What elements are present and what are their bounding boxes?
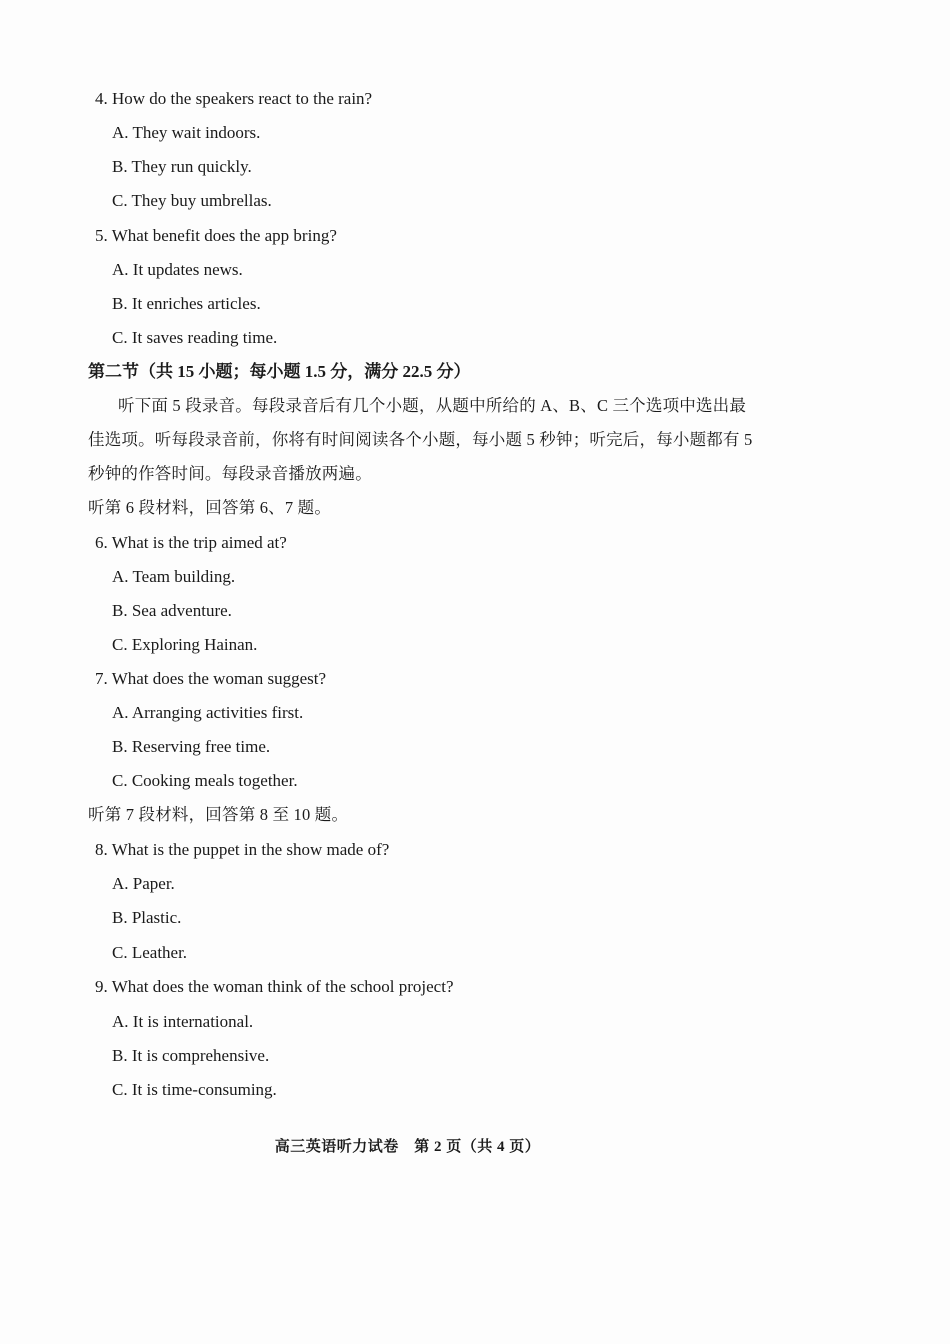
question-6-option-b: B. Sea adventure. [112,601,232,620]
question-4-option-c: C. They buy umbrellas. [112,191,272,210]
question-5-option-a: A. It updates news. [112,260,243,279]
question-8-option-a: A. Paper. [112,874,175,893]
question-9-option-a: A. It is international. [112,1012,254,1031]
question-9-option-c: C. It is time-consuming. [112,1080,277,1099]
question-7-stem: 7. What does the woman suggest? [95,669,327,688]
section-heading: 第二节（共 15 小题；每小题 1.5 分，满分 22.5 分） [88,362,471,381]
question-7-option-b: B. Reserving free time. [112,737,271,756]
question-5-option-b: B. It enriches articles. [112,294,261,313]
question-5-option-c: C. It saves reading time. [112,328,278,347]
instructions-line-3: 秒钟的作答时间。每段录音播放两遍。 [88,464,372,483]
question-8-option-c: C. Leather. [112,943,188,962]
question-7-option-c: C. Cooking meals together. [112,771,298,790]
instructions-line-2: 佳选项。听每段录音前，你将有时间阅读各个小题，每小题 5 秒钟；听完后，每小题都有 5 [88,430,753,449]
question-9-option-b: B. It is comprehensive. [112,1046,270,1065]
question-8-option-b: B. Plastic. [112,908,182,927]
question-4-option-b: B. They run quickly. [112,157,252,176]
question-8-stem: 8. What is the puppet in the show made of? [95,840,390,859]
question-4-option-a: A. They wait indoors. [112,123,261,142]
material-7-label: 听第 7 段材料，回答第 8 至 10 题。 [88,805,349,824]
question-6-stem: 6. What is the trip aimed at? [95,533,287,552]
question-6-option-c: C. Exploring Hainan. [112,635,258,654]
material-6-label: 听第 6 段材料，回答第 6、7 题。 [88,498,332,517]
instructions-line-1: 听下面 5 段录音。每段录音后有几个小题，从题中所给的 A、B、C 三个选项中选出最 [118,396,747,415]
question-5-stem: 5. What benefit does the app bring? [95,226,337,245]
question-6-option-a: A. Team building. [112,567,236,586]
question-4-stem: 4. How do the speakers react to the rain? [95,89,373,108]
page-footer: 高三英语听力试卷 第 2 页（共 4 页） [274,1139,541,1155]
question-7-option-a: A. Arranging activities first. [112,703,304,722]
question-9-stem: 9. What does the woman think of the school project? [95,977,454,996]
